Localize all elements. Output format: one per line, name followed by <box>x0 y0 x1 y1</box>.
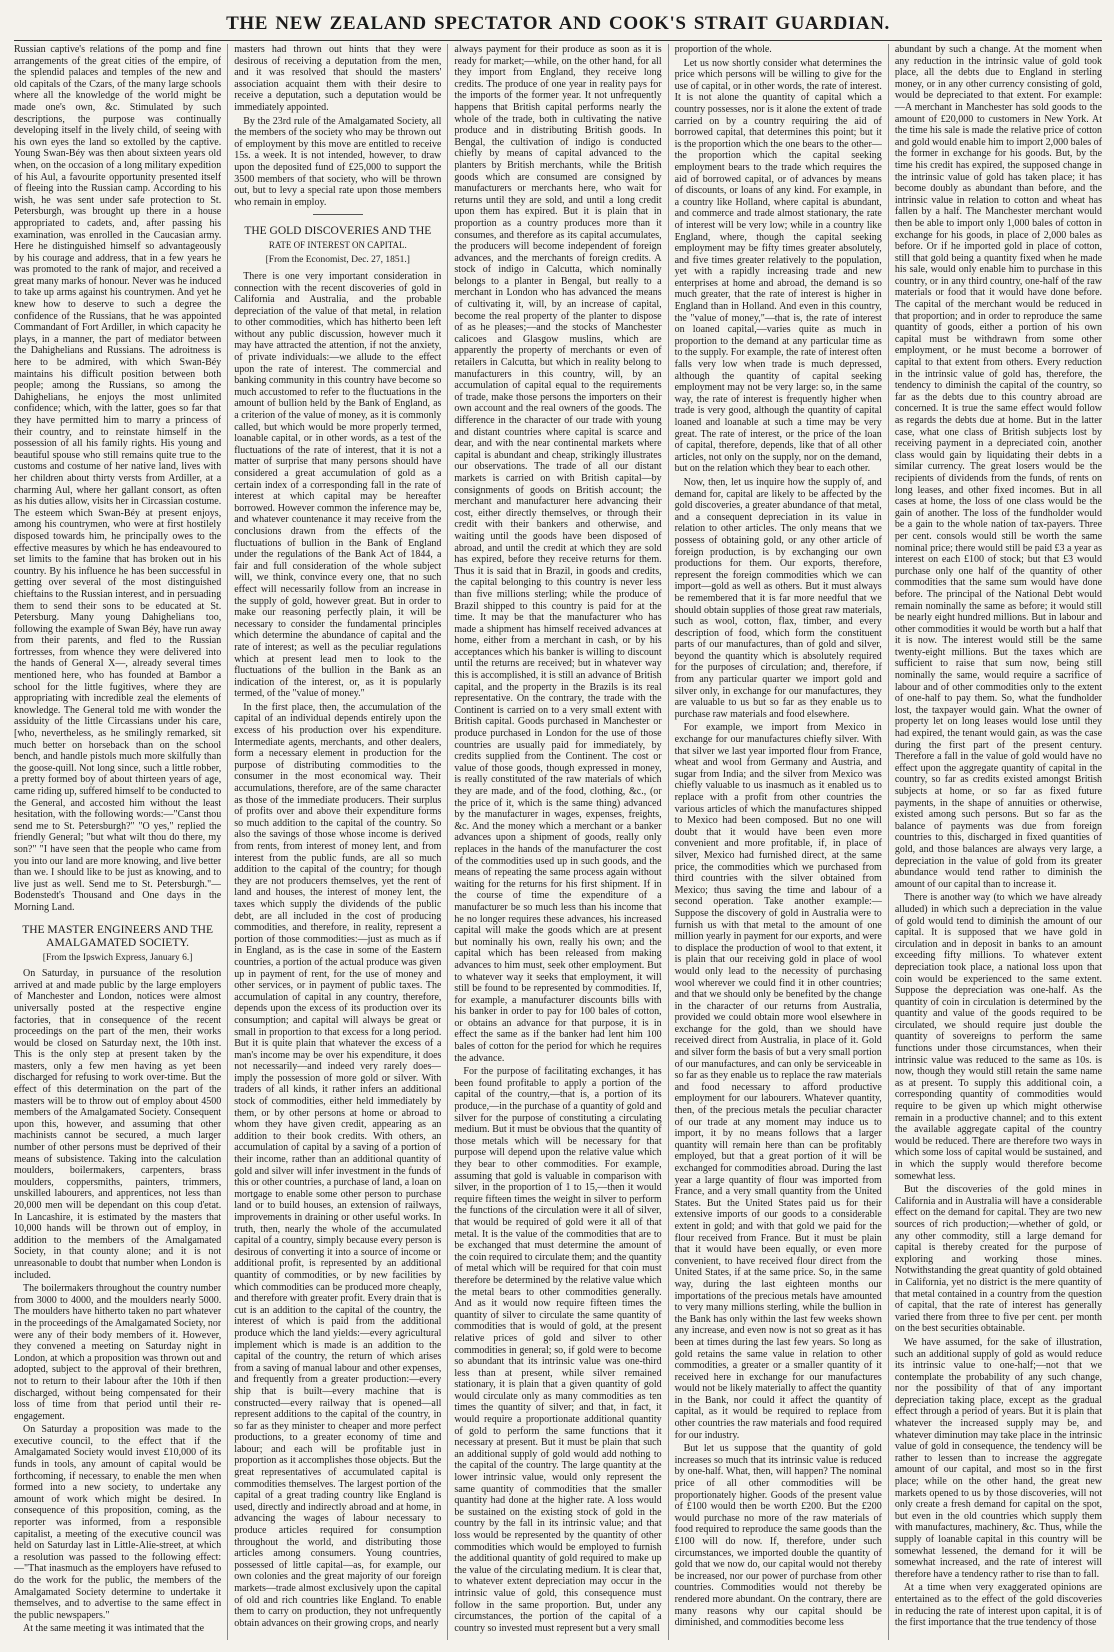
gold-paragraph: Let us now shortly consider what determines the price which persons will be willing to give for the use of capital, or in other words, the rate of interest. It is not alone the quantity of capital which a country possesses, nor is it alone the extent of trade carried on by a country requiring the aid of borrowed capital, that determines this point; but it is the proportion which the one bears to the other—the proportion which the capital seeking employment bears to the trade which requires the aid of borrowed capital, or of advances by means of discounts, or loans of any kind. For example, in a country like Holland, where capital is abundant, and commerce and trade almost stationary, the rate of interest will be very low; while in a country like England, where, though the capital seeking employment may be fifty times greater absolutely, and five times greater relatively to the population, yet with a rapidly increasing trade and new enterprises at home and abroad, the demand is so much greater, that the rate of interest is higher in England than in Holland. And even in this country, the "value of money,"—that is, the rate of interest on loaned capital,—varies quite as much in proportion to the demand at any particular time as to the supply. For example, the rate of interest often falls very low when trade is much depressed, although the quantity of capital seeking employment may not be very large: so, in the same way, the rate of interest is frequently higher when trade is very good, although the quantity of capital loaned and loanable at such a time may be very great. The rate of interest, or the price of the loan of capital, therefore, depends, like that of all other articles, not only on the supply, nor on the demand, but on the relation which they bear to each other. <box>674 57 882 475</box>
gold-subheading: RATE OF INTEREST ON CAPITAL. <box>268 240 407 251</box>
gold-paragraph: At a time when very exaggerated opinions are entertained as to the effect of the gold discoveries in reducing the rate of interest upon capital, it is of the first importance that the true tendency of those <box>894 1582 1102 1629</box>
pomp-paragraph: Russian captive's relations of the pomp and fine arrangements of the great cities of the empire, of the splendid palaces and temples of the new and old capitals of the Czars, of the many large schools where all the knowledge of the world might be made one's own, &c. Stimulated by such descriptions, the purpose was continually developing itself in the lively child, of seeing with his own eyes the land so extolled by the captive. Young Swan-Béy was then about sixteen years old when, on the occasion of a long military expedition of his Aul, a favourite opportunity presented itself of fleeing into the Russian camp. According to his wish, he was sent under safe protection to St. Petersburgh, was brought up there in a house appropriated to cadets, and, after passing his examination, was enrolled in the Caucasian army. Here he distinguished himself so advantageously by his courage and address, that in a few years he was promoted to the rank of major, and received a great many marks of honour. Never was he induced to take up arms against his countrymen. And yet he knew how to deserve to such a degree the confidence of the Russians, that he was appointed Commandant of Fort Ardiller, in which capacity he plays, in a manner, the part of mediator between the Dahighelians and Russians. The adroitness is here to be admired, with which Swan-Béy maintains his difficult position between both people; among the Russians, so among the Dahighelians, he enjoys the most unlimited confidence; which, with the latter, goes so far that they have permitted him to marry a princess of their country, and to reinstate himself in the possession of all his family rights. His young and beautiful spouse who still remains quite true to the customs and costume of her native land, lives with her children about thirty versts from Ardiller, at a charming Aul, where her gallant consort, as often as his duties allow, visits her in Circassian costume. The esteem which Swan-Béy at present enjoys, among his countrymen, who were at first hostilely disposed towards him, he principally owes to the effective measures by which he has endeavoured to set limits to the famine that has broken out in his country. By his influence he has been successful in getting over several of the most distinguished chieftains to the Russian interest, and in persuading them to send their sons to be educated at St. Petersburg. Many young Dahighelians too, following the example of Swan Béy, have run away from their parents, and fled to the Russian fortresses, from whence they were delivered into the hands of General X—, already several times mentioned here, who has founded at Bambor a school for the little fugitives, where they are appropriating with incredible zeal the elements of knowledge. The General told me with wonder the assiduity of the little Circassians under his care, [who, nevertheless, as he smilingly remarked, sit much better on horseback than on the school bench, and handle pistols much more skilfully than the goose-quill. Not long since, such a little robber, a pretty formed boy of about thirteen years of age, came riding up, suffered himself to be conducted to the General, and accosted him without the least hesitation, with the following words:—"Canst thou send me to St. Petersburgh?" "O yes," replied the friendly General; "but what wilt thou do there, my son?" "I have seen that the people who came from you into our land are more knowing, and live better than we. I should like to be just as knowing, and to live just as well. Send me to St. Petersburgh."—Bodenstedt's Thousand and One days in the Morning Land. <box>14 44 222 913</box>
gold-paragraph: For the purpose of facilitating exchanges, it has been found profitable to apply a portion of the capital of the country,—that is, a portion of its produce,—in the purchase of a quantity of gold and silver for the purpose of constituting a circulating medium. But it must be obvious that the quantity of those metals which will be necessary for that purpose will depend upon the relative value which they bear to other commodities. For example, assuming that gold is valuable in comparison with silver, in the proportion of 1 to 15,—then it would require fifteen times the weight in silver to perform the functions of the circulation were it all of silver, that would be required of gold were it all of that metal. It is the value of the commodities that are to be exchanged that must determine the amount of the coin required to circulate them; and the quantity of metal which will be required for that coin must therefore be determined by the relative value which the metal bears to other commodities generally. And as it would now require fifteen times the quantity of silver to circulate the same quantity of commodities that is would of gold, at the present relative prices of gold and silver to other commodities in general; so, if gold were to become so abundant that its intrinsic value was one-third less than at present, while silver remained stationary, it is plain that a given quantity of gold would circulate only as many commodities as ten times the quantity of silver; and that, in fact, it would require a proportionate additional quantity of gold to perform the same functions that it necessary at present. But it must be plain that such an additional supply of gold would add nothing to the capital of the country. The large quantity at the lower intrinsic value, would only represent the same quantity of commodities that the smaller quantity had done at the higher rate. A loss would be sustained on the existing stock of gold in the country by the fall in its intrinsic value; and that loss would be represented by the quantity of other commodities which would be employed to furnish the additional quantity of gold required to make up the value of the circulating medium. It is clear that, to whatever extent depreciation may occur in the intrinsic value of gold, this consequence must follow in the same proportion. But, under any circumstances, the portion of the capital of a country so invested must represent but a very small <box>454 1066 662 1634</box>
column-4 <box>668 44 882 1640</box>
gold-paragraph: We have assumed, for the sake of illustration, such an additional supply of gold as would reduce its intrinsic value to one-half;—not that we contemplate the probability of any such change, nor the possibility of that of any important depreciation taking place, except as the gradual effect through a period of years. But it is plain that whatever the increased supply may be, and whatever diminution may take place in the intrinsic value of gold in consequence, the tendency will be rather to lessen than to increase the aggregate amount of our capital, and most so in the first place; while on the other hand, the great new markets opened to us by those discoveries, will not only create a fresh demand for capital on the spot, but even in the old countries which supply them with manufactures, machinery, &c. Thus, while the supply of loanable capital in this country will be somewhat lessened, the demand for it will be somewhat increased, and the rate of interest will therefore have a tendency rather to rise than to fall. <box>894 1336 1102 1580</box>
engineers-paragraph: On Saturday a proposition was made to the executive council, to the effect that if the Amalgamated Society would invest £10,000 of its funds in tools, any amount of capital would be forthcoming, if necessary, to enable the men when formed into a new society, to undertake any amount of work which might be desired. In consequence of this proposition, coming, as the reporter was informed, from a responsible capitalist, a meeting of the executive council was held on Saturday last in Little-Alie-street, at which a resolution was passed to the following effect:—"That inasmuch as the employers have refused to do the work for the public, the members of the Amalgamated Society determine to undertake it themselves, and to advertise to the same effect in the public newspapers." <box>14 1424 222 1621</box>
engineers-paragraph: On Saturday, in pursuance of the resolution arrived at and made public by the large employers of Manchester and London, notices were almost universally posted at the respective engine factories, that in consequence of the recent proceedings on the part of the men, their works would be closed on Saturday next, the 10th inst. This is the only step at present taken by the masters, only a few men having as yet been discharged for refusing to work over-time. But the effect of this determination on the part of the masters will be to throw out of employ about 4500 members of the Amalgamated Society. Consequent upon this, however, and assuming that other machinists cannot be secured, a much larger number of other persons must be deprived of their means of subsistence. Taking into the calculation moulders, boilermakers, carpenters, brass moulders, coppersmiths, painters, trimmers, unskilled labourers, and apprentices, not less than 20,000 men will be dependant on this coup d'etat. In Lancashire, it is estimated by the masters that 10,000 hands will be thrown out of employ, in addition to the members of the Amalgamated Society, in that county alone; and it is not unreasonable to doubt that number when London is included. <box>14 968 222 1281</box>
engineers-heading: THE MASTER ENGINEERS AND THE AMALGAMATED SOCIETY. <box>22 923 213 949</box>
column-1 <box>14 44 221 1640</box>
article-columns <box>14 44 1102 1640</box>
gold-paragraph: There is one very important consideration in connection with the recent discoveries of gold in California and Australia, and the probable depreciation of the value of that metal, in relation to other commodities, which has hitherto been left without any public discussion, however much it may have attracted the attention, if not the anxiety, of private individuals:—we allude to the effect upon the rate of interest. The commercial and banking community in this country have become so much accustomed to refer to the fluctuations in the amount of bullion held by the Bank of England, as a criterion of the value of money, as it is commonly called, but which would be more properly termed, loanable capital, or in other words, as a test of the fluctuations of the rate of interest, that it is not a matter of surprise that many persons should have considered a great accumulation of gold as a certain index of a corresponding fall in the rate of interest at which capital may be hereafter borrowed. However common the inference may be, and whatever countenance it may receive from the conclusions drawn from the effects of the fluctuations of bullion in the Bank of England under the regulations of the Bank Act of 1844, a fair and full consideration of the whole subject will, we think, convince every one, that no such effect will necessarily follow from an increase in the supply of gold, however great. But in order to make our reasoning perfectly plain, it will be necessary to consider the fundamental principles which determine the abundance of capital and the rate of interest; as well as the peculiar regulations which at present lead men to look to the fluctuations of the bullion in the Bank as an indication of the interest, or, as it is popularly termed, of the "value of money." <box>234 270 442 700</box>
gold-heading: THE GOLD DISCOVERIES AND THE <box>244 225 432 238</box>
gold-source: [From the Economist, Dec. 27, 1851.] <box>265 255 410 266</box>
column-2 <box>227 44 441 1640</box>
gold-paragraph: abundant by such a change. At the moment when any reduction in the intrinsic value of gold took place, all the debts due to England in sterling money, or in any other currency consisting of gold, would be depreciated to that extent. For example:—A merchant in Manchester has sold goods to the amount of £20,000 to customers in New York. At the time his sale is made the relative price of cotton and gold would enable him to import 2,000 bales of the former in exchange for his goods. But, by the time his credit has expired, the supposed change in the intrinsic value of gold has taken place; it has become doubly as abundant than before, and the intrinsic value in relation to cotton and wheat has fallen by a half. The Manchester merchant would then be able to import only 1,000 bales of cotton in exchange for his goods, in place of 2,000 bales as before. Or if he imported gold in place of cotton, still that gold being a quantity fixed when he made his sale, would only enable him to purchase in this country, or in any third country, one-half of the raw materials or food that it would have done before. The capital of the merchant would be reduced in that proportion; and in order to reproduce the same quantity of goods, either a portion of his own capital must be withdrawn from some other employment, or he must become a borrower of capital to that extent from others. Every reduction in the intrinsic value of gold has, therefore, the tendency to diminish the capital of the country, so far as the debts due to this country abroad are concerned. It is true the same effect would follow as regards the debts due at home. But in the latter case, what one class of British subjects lost by receiving payment in a depreciated coin, another class would gain by liquidating their debts in a similar currency. The great losers would be the recipients of dividends from the funds, of rents on long leases, and other fixed incomes. But in all cases at home, the loss of one class would be the gain of another. The loss of the fundholder would be a gain to the whole nation of tax-payers. Three per cent. consols would still be worth the same nominal price; there would still be paid £3 a year as interest on each £100 of stock; but that £3 would purchase only one half of the quantity of other commodities that the same sum would have done before. The principal of the National Debt would remain nominally the same as before; it would still be nearly eight hundred millions. But in labour and other commodities it would be worth but a half that it is now. The interest would still be the same twenty-eight millions. But the taxes which are sufficient to raise that sum now, being still nominally the same, would require a sacrifice of labour and of other commodities only to the extent of one-half to pay them. So, what the fundholder lost, the taxpayer would gain. What the owner of property let on long leases would lose until they had expired, the tenant would gain, as was the case during the first part of the present century. Therefore a fall in the value of gold would have no effect upon the aggregate quantity of capital in the country, so far as credits existed amongst British subjects at home, or so far as fixed future payments, in the shape of annuities or otherwise, existed among such persons. But so far as the balance of payments was due from foreign countries to this, discharged in fixed quantities of gold, and those balances are always very large, a depreciation in the value of gold from its greater abundance would tend rather to diminish the amount of our capital than to increase it. <box>894 44 1102 890</box>
engineers-paragraph: At the same meeting it was intimated that the <box>23 1623 205 1635</box>
engineers-paragraph: masters had thrown out hints that they were desirous of receiving a deputation from the men, and it was resolved that should the masters' association acquaint them with their desire to receive a deputation, such a deputation would be immediately appointed. <box>234 44 442 113</box>
gold-paragraph: proportion of the whole. <box>674 44 772 55</box>
engineers-paragraph: By the 23rd rule of the Amalgamated Society, all the members of the society who may be thrown out of employment by this move are entitled to receive 15s. a week. It is not intended, however, to draw upon the deposited fund of £25,000 to support the 3500 members of that society, who will be thrown out, but to levy a special rate upon those members who remain in employ. <box>234 115 442 208</box>
gold-paragraph: For example, we import from Mexico in exchange for our manufactures chiefly silver. With that silver we last year imported flour from France, wheat and wool from Germany and Austria, and sugar from India; and the silver from Mexico was chiefly valuable to us inasmuch as it enabled us to replace with a profit from other countries the various articles of which the manufactures shipped to Mexico had been composed. But no one will doubt that it would have been even more convenient and more profitable, if, in place of silver, Mexico had furnished direct, at the same price, the commodities which we purchased from third countries with the silver obtained from Mexico; thus saving the time and labour of a second operation. Take another example:—Suppose the discovery of gold in Australia were to furnish us with that metal to the amount of one million yearly in payment for our exports, and were to displace the production of wool to that extent, it is plain that our receiving gold in place of wool would only lead to the necessity of purchasing wool wherever we could find it in other countries; and that we should only be benefited by the change in the character of our returns from Australia, provided we could obtain more wool elsewhere in exchange for the gold, than we should have received direct from Australia, in place of it. Gold and silver form the basis of but a very small portion of our manufactures, and can only be serviceable in so far as they enable us to replace the raw materials and food necessary to afford productive employment for our labourers. Whatever quantity, then, of the precious metals the peculiar character of our trade at any moment may induce us to import, it by no means follows that a larger quantity will remain here than can be profitably employed, but that a great portion of it will be exchanged for commodities abroad. During the last year a large quantity of flour was imported from France, and a very small quantity from the United States. But the United States paid us for their extensive imports of our goods to a considerable extent in gold; and with that gold we paid for the flour received from France. But it must be plain that it would have been equally, or even more convenient, to have received flour direct from the United States, if at the same price. So, in the same way, during the last eighteen months our importations of the precious metals have amounted to very many millions sterling, while the bullion in the Bank has only within the last few weeks shown any increase, and even now is not so great as it has been at times during the last few years. So long as gold retains the same value in relation to other commodities, a greater or a smaller quantity of it received here in exchange for our manufactures would not be likely materially to affect the quantity in the Bank, nor could it affect the quantity of capital, as it would be required to replace from other countries the raw materials and food required for our industry. <box>674 722 882 1441</box>
gold-paragraph: There is another way (to which we have already alluded) in which such a depreciation in the value of gold would tend to diminish the amount of our capital. It is supposed that we have gold in circulation and in deposit in banks to an amount exceeding fifty millions. To whatever extent depreciation took place, a national loss upon that coin would be experienced to the same extent. Suppose the depreciation was one-half. As the quantity of coin in circulation is determined by the quantity and value of the goods required to be circulated, we should require just double the quantity of sovereigns to perform the same functions under those circumstances, when their intrinsic value was reduced to the same as 10s. is now, though they would still retain the same name as at present. To supply this additional coin, a corresponding quantity of commodities would require to be given up which might otherwise remain in a productive channel; and to this extent the available aggregate capital of the country would be reduced. There are therefore two ways in which some loss of capital would be sustained, and in which the supply would therefore become somewhat less. <box>894 892 1102 1182</box>
column-5 <box>888 44 1102 1640</box>
masthead-title: THE NEW ZEALAND SPECTATOR AND COOK'S STRAIT GUARDIAN. <box>226 13 890 34</box>
gold-paragraph: But let us suppose that the quantity of gold increases so much that its intrinsic value is reduced by one-half. What, then, will happen? The nominal price of all other commodities will be proportionately higher. Goods of the present value of £100 would then be worth £200. But the £200 would purchase no more of the raw materials of food required to reproduce the same goods than the £100 will do now. If, therefore, under such circumstances, we imported double the quantity of gold that we now do, our capital would not thereby be increased, nor our power of purchase from other countries. Commodities would not thereby be rendered more abundant. On the contrary, there are many reasons why our capital should be diminished, and commodities become less <box>674 1443 882 1629</box>
gold-paragraph: always payment for their produce as soon as it is ready for market;—while, on the other hand, for all they import from England, they receive long credits. The produce of one year in reality pays for the imports of the former year. It not unfrequently happens that British capital performs nearly the whole of the trade, both in cultivating the native produce and in distributing British goods. In Bengal, the cultivation of indigo is conducted chiefly by means of capital advanced to the planters by British merchants, while the British goods which are consumed are consigned by manufacturers or merchants here, who wait for returns until they are sold, and until a long credit upon them has expired. But it is plain that in proportion as a country produces more than it consumes, and therefore as its capital accumulates, the producers will become independent of foreign advances, and the merchants of foreign credits. A stock of indigo in Calcutta, which nominally belongs to a planter in Bengal, but really to a merchant in London who has advanced the means of cultivating it, will, by an increase of capital, become the real property of the planter to dispose of as he pleases;—and the stocks of Manchester calicoes and Glasgow muslins, which are apparently the property of merchants or even of retailers in Calcutta, but which in reality belong to manufacturers in this country, will, by an accumulation of capital equal to the requirements of trade, make those persons the importers on their own account and the real owners of the goods. The difference in the character of our trade with young and distant countries where capital is scarce and dear, and with the near continental markets where capital is abundant and cheap, strikingly illustrates our observations. The trade of all our distant markets is carried on with British capital—by consignments of goods on British account; the merchant and manufacturer here advancing their cost, either directly themselves, or through their credit with their bankers and otherwise, and waiting until the goods have been disposed of abroad, and until the credit at which they are sold has expired, before they receive returns for them. Thus it is said that in Brazil, in goods and credits, the capital belonging to this country is never less than five millions sterling; while the produce of Brazil shipped to this country is paid for at the time. It may be that the manufacturer who has made a shipment has himself received advances at home, either from a merchant in cash, or by his acceptances which his banker is willing to discount until the returns are received; but in whatever way this is accomplished, it is still an advance of British capital, and the property in the Brazils is its real representative. On the contrary, the trade with the Continent is carried on to a very small extent with British capital. Goods purchased in Manchester or produce purchased in London for the use of those countries are usually paid for immediately, by credits supplied from the Continent. The cost or value of those goods, though expressed in money, is really constituted of the raw materials of which they are made, and of the food, clothing, &c., (or the price of it, which is the same thing) advanced by the manufacturer in wages, expenses, freights, &c. And the money which a merchant or a banker advances upon a shipment of goods, really only replaces in the hands of the manufacturer the cost of the commodities used up in such goods, and the means of repeating the same process again without waiting for the returns for his first shipment. If in the course of time the expenditure of a manufacturer be so much less than his income that he no longer requires these advances, his increased capital will make the goods which are at present but nominally his own, really his own; and the capital which has been released from making advances to him must, seek other employment. But to whatever way it seeks that employment, it will still be found to be represented by commodities. If, for example, a manufacturer discounts bills with his banker in order to pay for 100 bales of cotton, or obtains an advance for that purpose, it is in effect the same as if the banker had lent him 100 bales of cotton for the period for which he requires the advance. <box>454 44 662 1064</box>
column-3 <box>447 44 661 1640</box>
engineers-source: [From the Ipswich Express, January 6.] <box>42 952 193 963</box>
masthead-rule <box>14 40 1102 41</box>
gold-paragraph: Now, then, let us inquire how the supply of, and demand for, capital are likely to be affected by the gold discoveries, a greater abundance of that metal, and a consequent depreciation in its value in relation to other articles. The only means that we possess of obtaining gold, or any other article of foreign production, is by exchanging our own productions for them. Our exports, therefore, represent the foreign commodities which we can import—gold as well as others. But it must always be remembered that it is far more needful that we should obtain supplies of those great raw materials, such as wool, cotton, flax, timber, and every description of food, which form the constituent parts of our manufactures, than of gold and silver, beyond the quantity which is absolutely required for the purposes of circulation; and, therefore, if from any particular quarter we import gold and silver only, in exchange for our manufactures, they are valuable to us but so far as they enable us to purchase raw materials and food elsewhere. <box>674 476 882 720</box>
gold-paragraph: But the discoveries of the gold mines in California and in Australia will have a considerable effect on the demand for capital. They are two new sources of rich production;—whether of gold, or any other commodity, still a large demand for capital is thereby created for the purpose of exploring and working those mines. Notwithstanding the great quantity of gold obtained in California, yet no district is the mere quantity of that metal contained in a country from the question of capital, that the rate of interest has generally varied there from three to five per cent. per month on the best securities obtainable. <box>894 1184 1102 1335</box>
gold-paragraph: In the first place, then, the accumulation of the capital of an individual depends entirely upon the excess of his production over his expenditure. Intermediate agents, merchants, and other dealers, form a necessary element in production for the purpose of distributing commodities to the consumer in the most economical way. Their accumulations, therefore, are of the same character as those of the immediate producers. Their surplus of profits over and above their expenditure forms so much addition to the capital of the country. So also the savings of those whose income is derived from rents, from interest of money lent, and from interest from the public funds, are all so much addition to the capital of the country; for though they are not producers themselves, yet the rent of land and houses, the interest of money lent, the taxes which supply the dividends of the public debt, are all included in the cost of producing commodities, and therefore, in reality, represent a portion of those commodities:—just as much as if in England, as is the case in some of the Eastern countries, a portion of the actual produce was given up in payment of rent, for the use of money and other services, or in payment of public taxes. The accumulation of capital in any country, therefore, depends upon the excess of its production over its consumption; and capital will always be great or small in proportion to that excess for a long period. But it is quite plain that whatever the excess of a man's income may be over his expenditure, it does not necessarily—and indeed very rarely does—imply the possession of more gold or silver. With traders of all kinds, it rather infers an additional stock of commodities, either held immediately by them, or by other persons at home or abroad to whom they have given credit, appearing as an addition to their book credits. With others, an accumulation of capital by a saving of a portion of their income, rather than an additional quantity of gold and silver will infer investment in the funds of this or other countries, a purchase of land, a loan on mortgage to enable some other person to purchase land or to build houses, an extension of railways, improvements in draining or other useful works. In truth, then, nearly the whole of the accumulated capital of a country, simply because every person is desirous of converting it into a source of income or additional profit, is represented by an additional quantity of commodities, or by new facilities by which commodities can be produced more cheaply, and therefore with greater profit. Every drain that is cut is an addition to the capital of the country, the interest of which is paid from the additional produce which the land yields:—every agricultural implement which is made is an addition to the capital of the country, the return of which arises from a saving of manual labour and other expenses, and frequently from a greater production:—every ship that is built—every machine that is constructed—every railway that is opened—all represent additions to the capital of the country, in so far as they minister to cheaper and more perfect productions, to a greater economy of time and labour; and each will be profitable just in proportion as it accomplishes those objects. But the great representatives of accumulated capital is commodities themselves. The largest portion of the capital of a great trading country like England is used, directly and indirectly abroad and at home, in advancing the wages of labour necessary to produce articles required for consumption throughout the world, and distributing those articles among consumers. Young countries, possessed of little capital—as, for example, our own colonies and the great majority of our foreign markets—trade almost exclusively upon the capital of old and rich countries like England. To enable them to carry on production, they not unfrequently obtain advances on their growing crops, and nearly <box>234 701 442 1629</box>
section-divider <box>313 214 363 215</box>
engineers-paragraph: The boilermakers throughout the country number from 3000 to 4000, and the moulders nearly 5000. The moulders have hitherto taken no part whatever in the proceedings of the Amalgamated Society, nor were any of their body members of it. However, they convened a meeting on Saturday night in London, at which a proposition was thrown out and adopted, subject to the approval of their brethren, not to return to their labour after the 10th if then discharged, without being compensated for their loss of time from that period until their re-engagement. <box>14 1283 222 1422</box>
